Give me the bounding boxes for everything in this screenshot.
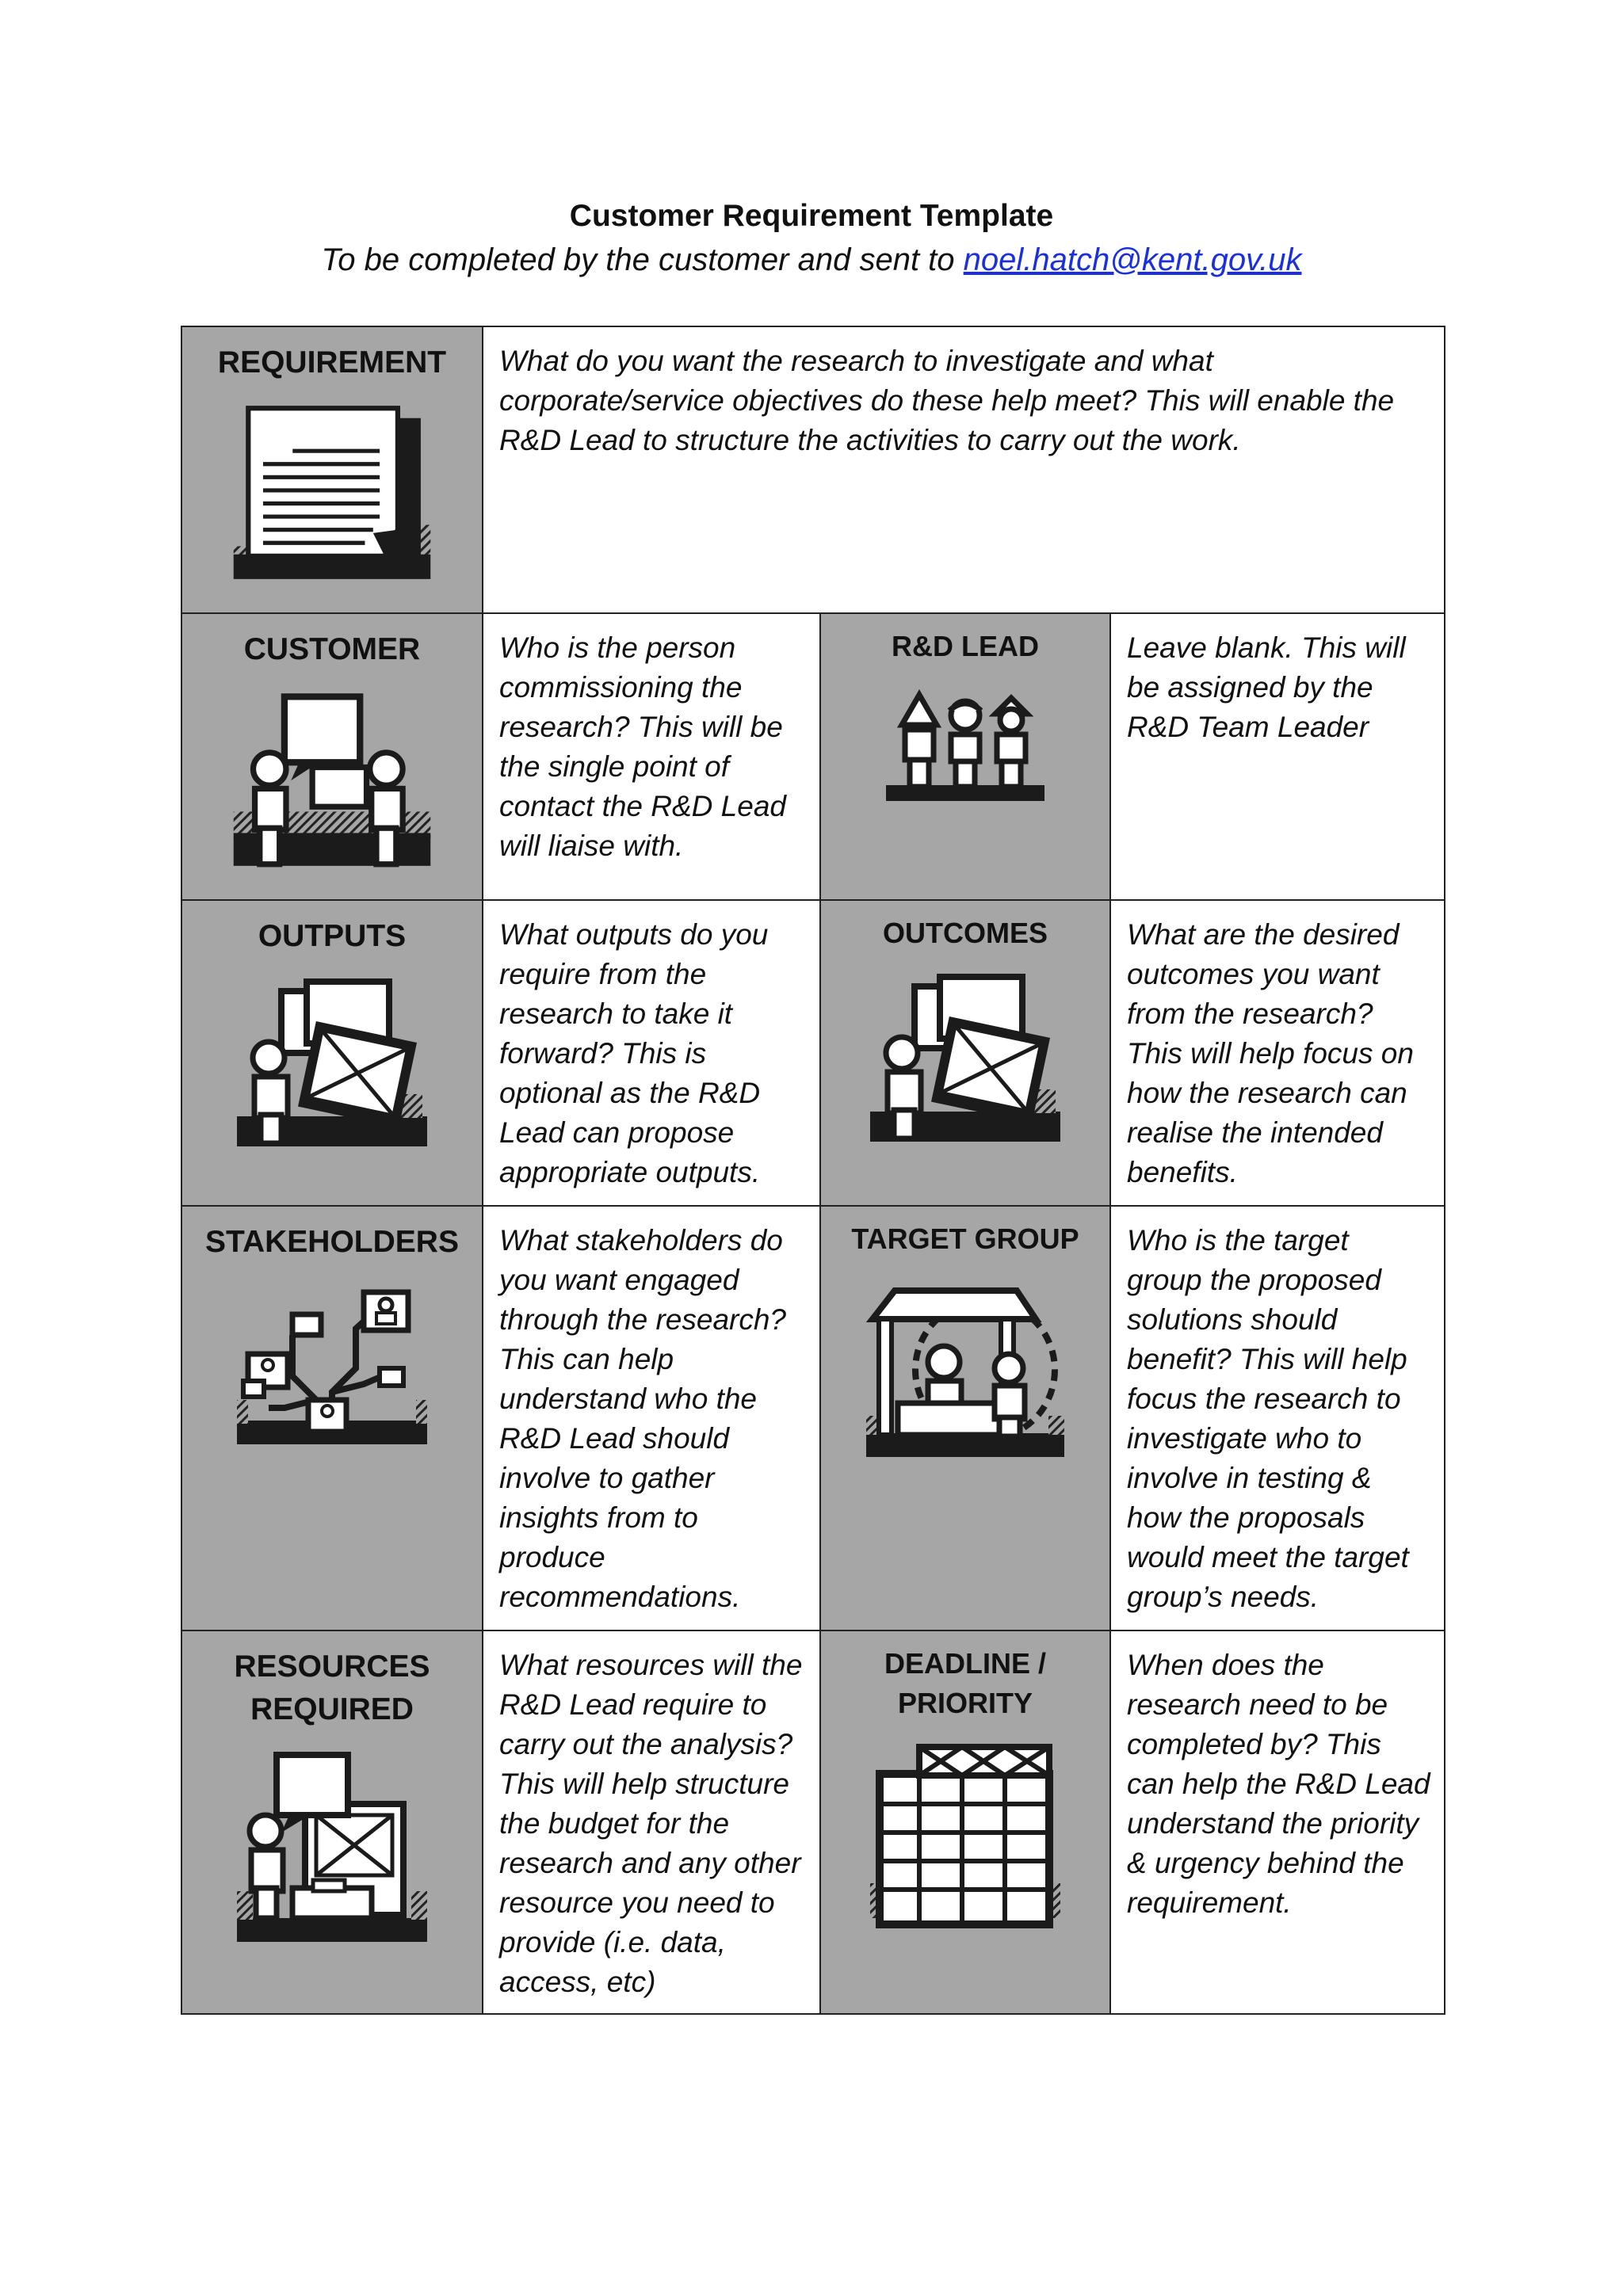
outcomes-description: What are the desired outcomes you want from the research? This will help focus on how the research can realise the intended benefits. <box>1127 918 1414 1188</box>
rd-lead-label-cell <box>820 613 1110 900</box>
customer-description-cell[interactable] <box>483 613 820 900</box>
resources-description-cell[interactable] <box>483 1630 820 2014</box>
outputs-description-cell[interactable] <box>483 900 820 1206</box>
customer-label: CUSTOMER <box>243 632 421 666</box>
row-requirement <box>181 326 1445 613</box>
document-subtitle <box>0 238 1623 282</box>
document-icon <box>233 402 431 582</box>
customer-description: Who is the person commissioning the research? This will be the single point of contact the R&D Lead will liaise with. <box>499 631 786 862</box>
outputs-description: What outputs do you require from the research to take it forward? This is optional as the R&D Lead can propose appropriate outputs. <box>499 918 769 1188</box>
requirement-form-table <box>181 326 1445 2015</box>
outcomes-label-cell <box>820 900 1110 1206</box>
stakeholders-label-cell <box>181 1206 483 1630</box>
stall-icon <box>866 1276 1064 1459</box>
team-icon <box>886 684 1044 810</box>
deadline-label-line2: PRIORITY <box>897 1687 1033 1719</box>
email-link[interactable]: noel.hatch@kent.gov.uk <box>963 242 1302 277</box>
deadline-description-cell[interactable] <box>1110 1630 1445 2014</box>
requirement-label: REQUIREMENT <box>217 345 447 379</box>
outputs-label-cell <box>181 900 483 1206</box>
resources-label <box>182 1646 482 1731</box>
outcomes-label: OUTCOMES <box>882 917 1048 949</box>
row-stakeholders <box>181 1206 1445 1630</box>
conversation-icon <box>233 688 431 869</box>
stakeholders-description: What stakeholders do you want engaged through the research? This can help understand who the R&D Lead should involve to gather insights from to produce recommendations. <box>499 1224 787 1613</box>
deadline-label <box>821 1644 1109 1723</box>
rd-lead-description: Leave blank. This will be assigned by the R&D Team Leader <box>1127 631 1406 743</box>
row-resources <box>181 1630 1445 2014</box>
presentation-icon <box>870 971 1060 1145</box>
resources-label-line1: RESOURCES <box>234 1650 430 1684</box>
resources-label-cell <box>181 1630 483 2014</box>
customer-label-cell <box>181 613 483 900</box>
stakeholders-description-cell[interactable] <box>483 1206 820 1630</box>
stakeholders-label: STAKEHOLDERS <box>205 1225 459 1259</box>
resources-label-line2: REQUIRED <box>250 1692 414 1726</box>
requirement-label-cell <box>181 326 483 613</box>
requirement-description-cell[interactable] <box>483 326 1445 613</box>
network-icon <box>237 1281 427 1455</box>
deadline-description: When does the research need to be completed by? This can help the R&D Lead understand the priority & urgency behind the requirement. <box>1127 1649 1430 1919</box>
outputs-label: OUTPUTS <box>258 919 407 953</box>
presentation-icon <box>237 975 427 1150</box>
outcomes-description-cell[interactable] <box>1110 900 1445 1206</box>
subtitle-text: To be completed by the customer and sent to <box>321 242 964 277</box>
row-outputs <box>181 900 1445 1206</box>
target-group-label-cell <box>820 1206 1110 1630</box>
document-title: Customer Requirement Template <box>569 199 1054 233</box>
target-group-description-cell[interactable] <box>1110 1206 1445 1630</box>
deadline-label-cell <box>820 1630 1110 2014</box>
calendar-icon <box>870 1741 1060 1931</box>
rd-lead-label: R&D LEAD <box>892 630 1039 662</box>
rd-lead-description-cell[interactable] <box>1110 613 1445 900</box>
target-group-label: TARGET GROUP <box>851 1222 1079 1255</box>
row-customer <box>181 613 1445 900</box>
desk-icon <box>237 1749 427 1947</box>
requirement-description: What do you want the research to investigate and what corporate/service objectives do these help meet? This will enable the R&D Lead to structure the activities to carry out the work. <box>499 345 1395 456</box>
target-group-description: Who is the target group the proposed solutions should benefit? This will help focus the research to investigate who to involve in testing & how the proposals would meet the target group’s needs. <box>1127 1224 1409 1613</box>
deadline-label-line1: DEADLINE / <box>884 1647 1046 1680</box>
resources-description: What resources will the R&D Lead require to carry out the analysis? This will help structure the budget for the research and any other resource you need to provide (i.e. data, access, etc) <box>499 1649 803 1998</box>
